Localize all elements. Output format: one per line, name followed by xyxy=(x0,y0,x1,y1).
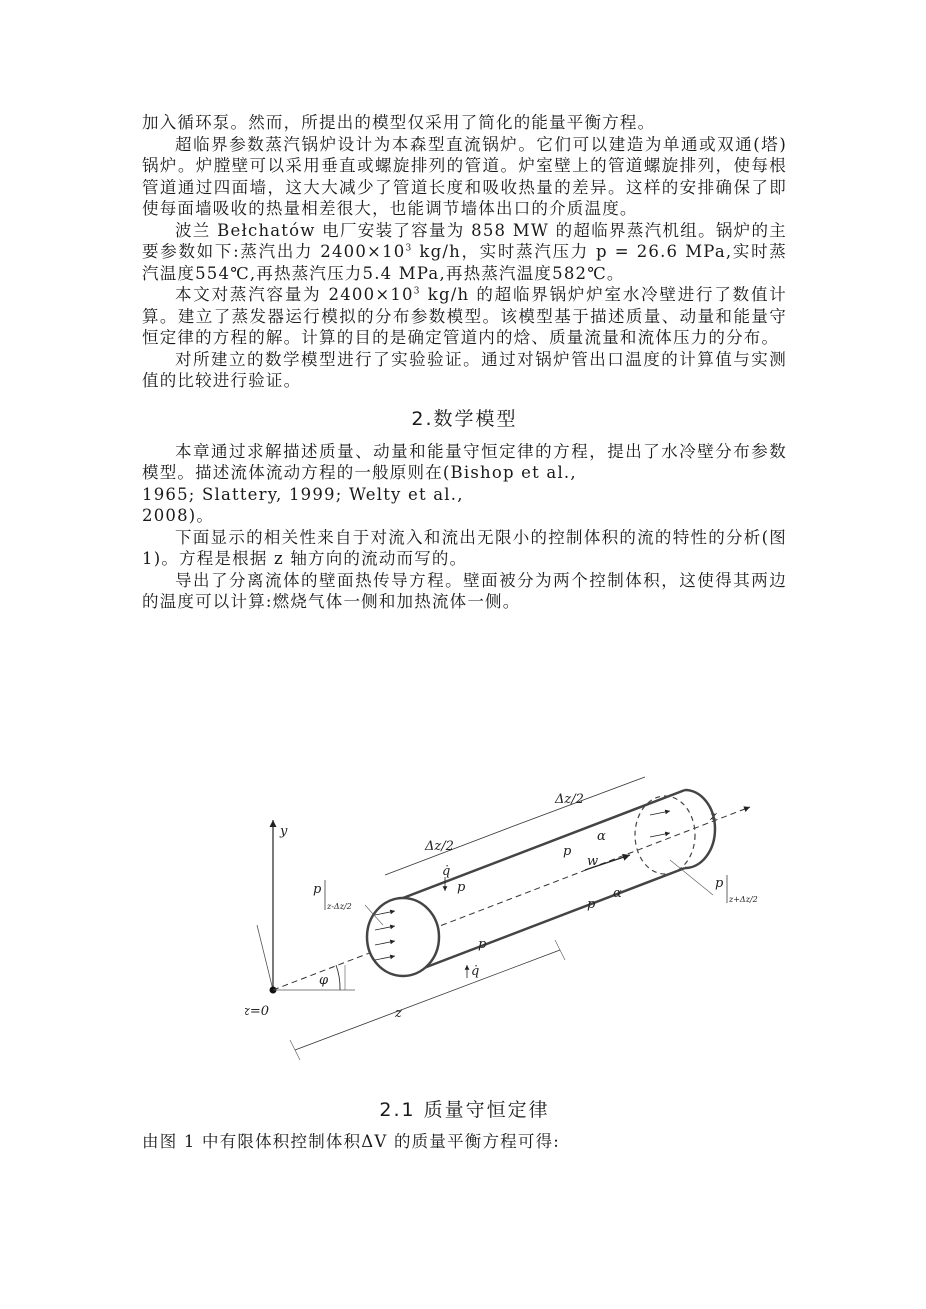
z-axis-label: z xyxy=(710,809,717,824)
p-bottom-wall-label: p xyxy=(478,937,487,952)
p-top-wall-label: p xyxy=(457,880,466,895)
p-right-label: p xyxy=(715,876,724,891)
z-length-label: z xyxy=(395,1006,402,1021)
paragraph-model-principles xyxy=(142,441,787,527)
phi-label: φ xyxy=(319,973,329,988)
tube-diagram xyxy=(245,775,785,1065)
velocity-label: w xyxy=(587,854,599,869)
p-right-leader xyxy=(670,860,713,895)
paragraph-wall-conduction: 导出了分离流体的壁面热传导方程。壁面被分为两个控制体积，这使得其两边的温度可以计算:燃烧气体一侧和加热流体一侧。 xyxy=(142,570,787,611)
figure-control-volume-tube xyxy=(245,775,785,1065)
principles-line-2: 1965; Slattery, 1999; Welty et al., xyxy=(142,484,464,504)
document-body xyxy=(142,112,787,613)
subsection-heading-mass-conservation: 2.1 质量守恒定律 xyxy=(379,1099,550,1121)
origin-extension-line xyxy=(257,925,273,990)
dz-right-label: Δz/2 xyxy=(555,792,584,807)
calc-text-b: kg/h 的超临界锅炉炉室水冷壁进行了数值计算。建立了蒸发器运行模拟的分布参数模型。该模型基于描述质量、动量和能量守恒定律的方程的解。计算的目的是确定管道内的焓、质量流量和流体压力的分布。 xyxy=(142,285,787,347)
dz-left-label: Δz/2 xyxy=(425,839,454,854)
p-bottom-right-wall-label: p xyxy=(587,897,596,912)
belchatow-exponent: 3 xyxy=(405,243,413,254)
p-left-label: p xyxy=(313,882,322,897)
p-top-right-wall-label: p xyxy=(563,844,572,859)
paragraph-correlations: 下面显示的相关性来自于对流入和流出无限小的控制体积的流的特性的分析(图 1)。方程是根据 z 轴方向的流动而写的。 xyxy=(142,527,787,568)
paragraph-intro-continued: 加入循环泵。然而，所提出的模型仅采用了简化的能量平衡方程。 xyxy=(142,113,656,132)
p-right-subscript: z+Δz/2 xyxy=(729,895,758,904)
alpha-bottom-label: α xyxy=(613,886,622,901)
calc-text-a: 本文对蒸汽容量为 2400×10 xyxy=(175,285,414,304)
outlet-arrow-1 xyxy=(650,811,670,815)
q-dot-bottom-label: q̇ xyxy=(471,964,480,979)
outlet-arrow-2 xyxy=(650,833,670,837)
z-axis-centerline xyxy=(273,807,750,990)
principles-line-1: 本章通过求解描述质量、动量和能量守恒定律的方程，提出了水冷壁分布参数模型。描述流体流动方程的一般原则在(Bishop et al., xyxy=(142,441,787,482)
q-dot-top-label: q̇ xyxy=(442,864,451,879)
z-length-tick-right xyxy=(555,940,565,960)
calc-exponent: 3 xyxy=(413,286,421,297)
belchatow-text-a: 波兰 Bełchatów 电厂安装了容量为 858 MW 的超临界蒸汽机组。锅炉的主要参数如下:蒸汽出力 2400×10 xyxy=(142,220,787,261)
paragraph-belchatow xyxy=(142,220,787,285)
paragraph-mass-balance-intro: 由图 1 中有限体积控制体积ΔV 的质量平衡方程可得: xyxy=(142,1132,561,1151)
alpha-top-label: α xyxy=(597,829,606,844)
tube-right-end-inner xyxy=(635,796,695,874)
y-axis-label: y xyxy=(280,824,288,839)
p-left-subscript: z-Δz/2 xyxy=(327,902,352,911)
section-heading-math-model: 2.数学模型 xyxy=(411,407,518,430)
phi-angle-arc xyxy=(336,965,340,990)
origin-label: z=0 xyxy=(245,1004,270,1019)
z-length-tick-left xyxy=(290,1040,300,1060)
belchatow-text-b: kg/h，实时蒸汽压力 p = 26.6 MPa,实时蒸汽温度554℃,再热蒸汽压力5.4 MPa,再热蒸汽温度582℃。 xyxy=(142,242,788,283)
paragraph-validation: 对所建立的数学模型进行了实验验证。通过对锅炉管出口温度的计算值与实测值的比较进行验证。 xyxy=(142,349,787,390)
principles-line-3: 2008)。 xyxy=(142,506,215,525)
paragraph-boiler-design: 超临界参数蒸汽锅炉设计为本森型直流锅炉。它们可以建造为单通或双通(塔)锅炉。炉膛壁可以采用垂直或螺旋排列的管道。炉室壁上的管道螺旋排列，使每根管道通过四面墙，这大大减少了管道长度和吸收热量的差异。这样的安排确保了即使每面墙吸收的热量相差很大，也能调节墙体出口的介质温度。 xyxy=(142,134,787,218)
tube-left-end xyxy=(367,898,439,976)
paragraph-numerical-calculation xyxy=(142,284,787,349)
